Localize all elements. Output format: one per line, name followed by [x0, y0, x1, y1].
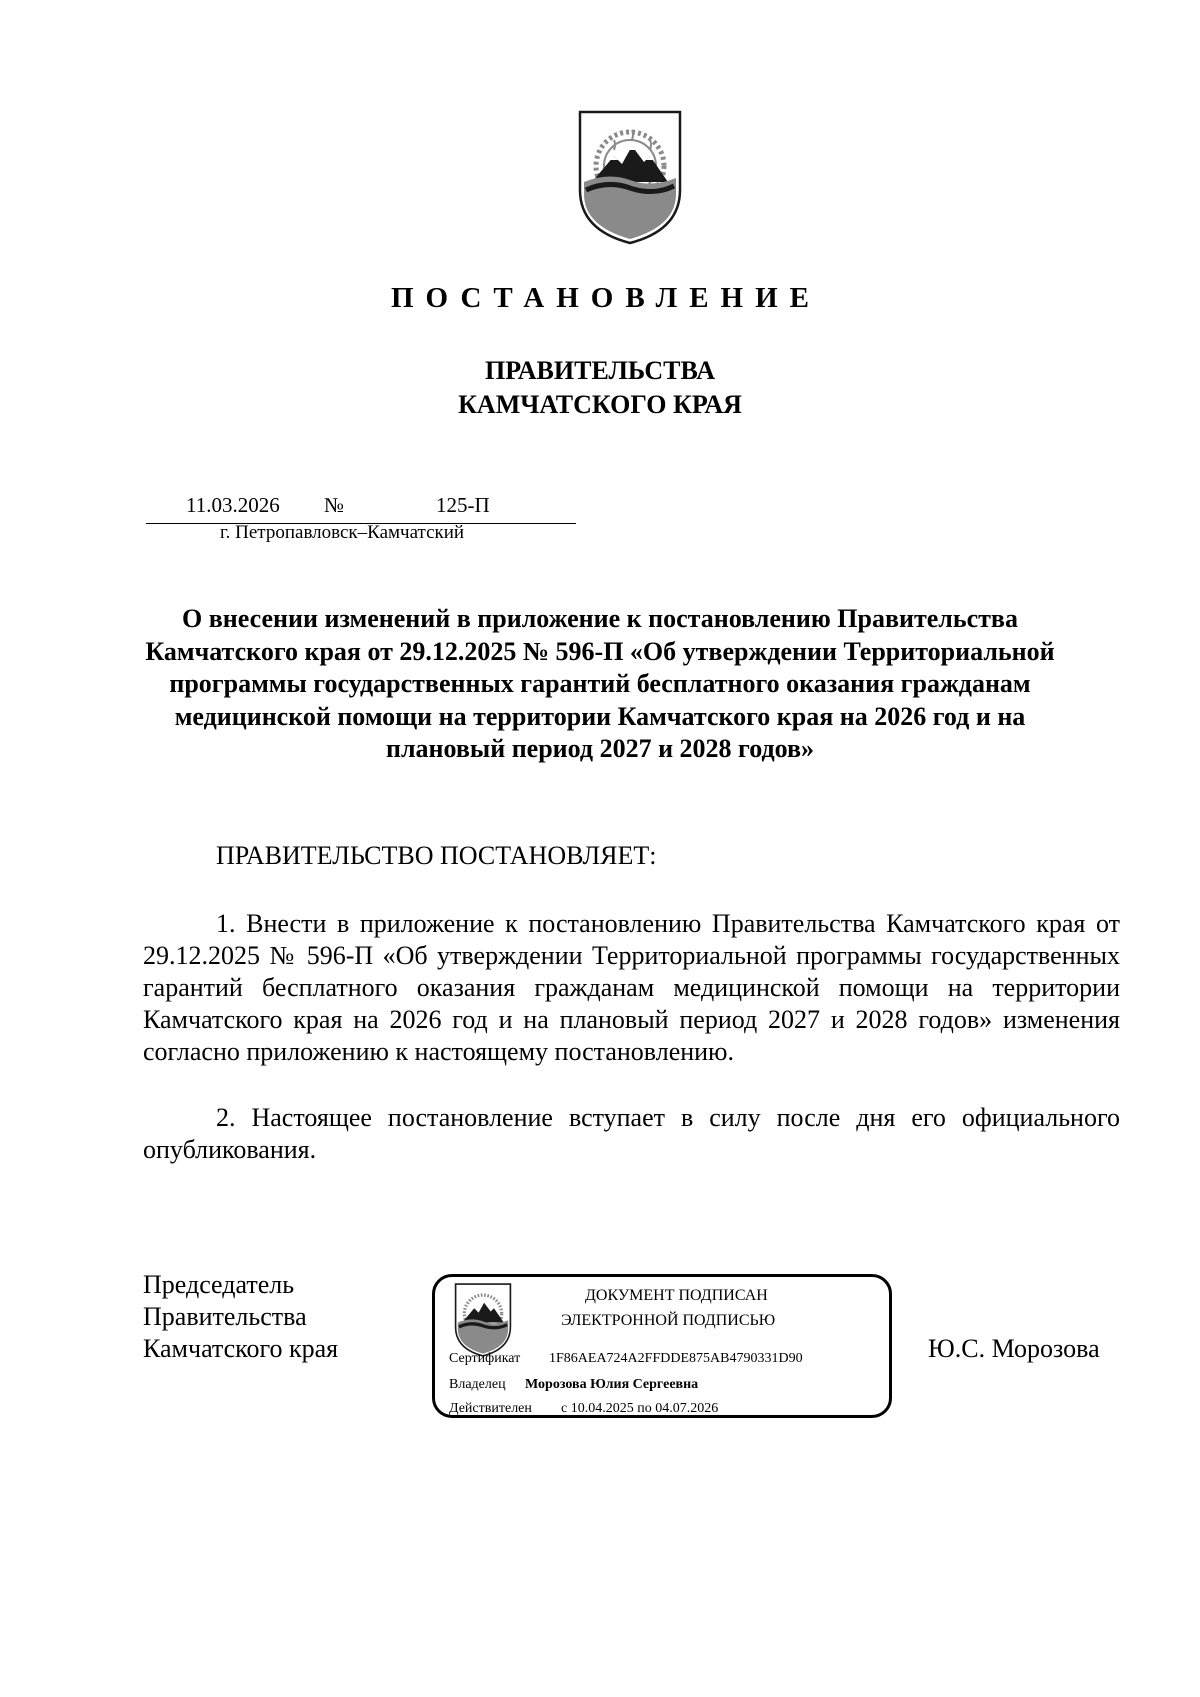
document-type-heading: ПОСТАНОВЛЕНИЕ — [390, 282, 821, 314]
signer-position-line-2: Правительства — [143, 1302, 307, 1331]
electronic-signature-stamp — [432, 1274, 892, 1418]
document-title: О внесении изменений в приложение к постановлению Правительства Камчатского края от 29.12.2025 № 596-П «Об утверждении Территориальной программы государственных гарантий бесплатного оказания гражданам медицинской помощи на территории Камчатского края на 2026 год и на плановый период 2027 и 2028 годов» — [145, 604, 1055, 763]
document-number: 125-П — [436, 493, 490, 517]
signer-position-line-3: Камчатского края — [143, 1334, 339, 1363]
body-paragraph-2: 2. Настоящее постановление вступает в силу после дня его официального опубликования. — [143, 1103, 1120, 1164]
document-date: 11.03.2026 — [186, 493, 280, 517]
signer-position-line-1: Председатель — [143, 1270, 295, 1299]
city-line: г. Петропавловск–Камчатский — [220, 522, 465, 543]
authority-line-2: КАМЧАТСКОГО КРАЯ — [458, 390, 742, 419]
stamp-emblem-icon — [453, 1283, 513, 1357]
coat-of-arms-icon — [578, 110, 682, 245]
stamp-valid-value: с 10.04.2025 по 04.07.2026 — [561, 1401, 719, 1416]
number-sign: № — [324, 493, 345, 517]
body-paragraph-1: 1. Внести в приложение к постановлению Правительства Камчатского края от 29.12.2025 № 596-П «Об утверждении Территориальной программы государственных гарантий бесплатного оказания гражданам медицинской помощи на территории Камчатского края на 2026 год и на плановый период 2027 и 2028 годов» изменения согласно приложению к настоящему постановлению. — [143, 909, 1120, 1066]
date-number-row — [146, 493, 576, 524]
decree-line: ПРАВИТЕЛЬСТВО ПОСТАНОВЛЯЕТ: — [216, 841, 657, 870]
stamp-heading-line-1: ДОКУМЕНТ ПОДПИСАН — [585, 1287, 768, 1304]
authority-line-1: ПРАВИТЕЛЬСТВА — [485, 356, 715, 385]
stamp-owner-label: Владелец — [449, 1377, 506, 1392]
stamp-heading-line-2: ЭЛЕКТРОННОЙ ПОДПИСЬЮ — [561, 1312, 776, 1329]
stamp-valid-label: Действителен — [449, 1401, 532, 1416]
stamp-owner-value: Морозова Юлия Сергеевна — [525, 1377, 699, 1392]
stamp-cert-label: Сертификат — [449, 1351, 521, 1366]
stamp-cert-value: 1F86AEA724A2FFDDE875AB4790331D90 — [549, 1351, 803, 1366]
signer-name: Ю.С. Морозова — [928, 1334, 1100, 1363]
